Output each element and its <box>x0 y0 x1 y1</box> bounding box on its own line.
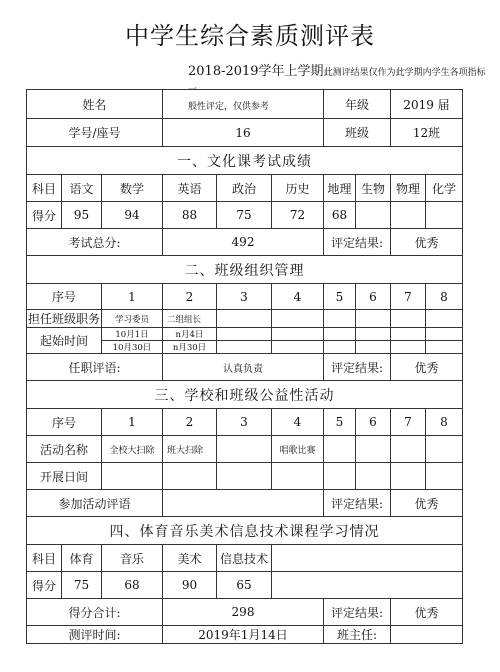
section4-subject-row <box>27 545 463 572</box>
subject-cell: 历史 <box>272 175 324 202</box>
activity-cell: 唱歌比赛 <box>272 436 324 463</box>
index-cell: 6 <box>356 284 391 310</box>
index-cell: 2 <box>163 409 217 436</box>
subject-cell: 生物 <box>356 175 391 202</box>
score-cell: 90 <box>163 572 217 599</box>
score-cell: 88 <box>163 202 217 229</box>
section1-score-row <box>27 202 463 229</box>
index-cell: 8 <box>426 409 463 436</box>
comment-value: 认真负责 <box>163 354 324 381</box>
section4-total-row <box>27 599 463 626</box>
section4-score-row <box>27 572 463 599</box>
test-date-label: 测评时间: <box>27 626 163 644</box>
duty-cell: 二组组长 <box>163 310 217 328</box>
index-cell: 3 <box>217 409 272 436</box>
class-value: 12班 <box>391 119 463 147</box>
total-value: 298 <box>163 599 324 626</box>
page-title: 中学生综合素质测评表 <box>125 22 375 50</box>
subject-cell: 体育 <box>62 545 102 572</box>
section3-date-row <box>27 463 463 490</box>
class-label: 班级 <box>324 119 391 147</box>
score-cell: 65 <box>217 572 272 599</box>
result-label: 评定结果: <box>324 490 391 517</box>
index-label: 序号 <box>27 284 102 310</box>
result-value: 优秀 <box>391 229 463 256</box>
score-cell <box>391 202 426 229</box>
section1-title: 一、文化课考试成绩 <box>27 147 463 175</box>
index-cell: 2 <box>163 284 217 310</box>
index-cell: 7 <box>391 284 426 310</box>
activity-cell <box>356 436 391 463</box>
score-cell: 68 <box>102 572 163 599</box>
index-label: 序号 <box>27 409 102 436</box>
start-date-cell: n月4日 <box>163 328 217 341</box>
section3-comment-row <box>27 490 463 517</box>
index-cell: 3 <box>217 284 272 310</box>
score-cell <box>426 202 463 229</box>
activity-cell <box>217 436 272 463</box>
score-cell: 68 <box>324 202 356 229</box>
subject-cell: 物理 <box>391 175 426 202</box>
section2-title: 二、班级组织管理 <box>27 256 463 284</box>
subject-cell: 音乐 <box>102 545 163 572</box>
index-cell: 6 <box>356 409 391 436</box>
score-cell: 94 <box>102 202 163 229</box>
section3-title: 三、学校和班级公益性活动 <box>27 381 463 409</box>
teacher-value <box>391 626 463 644</box>
name-label: 姓名 <box>27 90 163 119</box>
term-note-1: 此测评结果仅作为此学期内学生各项指标一 <box>188 68 486 95</box>
total-label: 考试总分: <box>27 229 163 256</box>
info-row-name <box>27 90 463 119</box>
start-date-cell: 10月1日 <box>102 328 163 341</box>
score-label: 得分 <box>27 572 62 599</box>
name-value <box>163 90 324 119</box>
subject-cell: 语文 <box>62 175 102 202</box>
index-cell: 5 <box>324 284 356 310</box>
result-label: 评定结果: <box>324 229 391 256</box>
score-cell <box>356 202 391 229</box>
result-value: 优秀 <box>391 490 463 517</box>
index-cell: 8 <box>426 284 463 310</box>
section4-title: 四、体育音乐美术信息技术课程学习情况 <box>27 517 463 545</box>
date-label: 开展日间 <box>27 463 102 490</box>
activity-cell: 班大扫除 <box>163 436 217 463</box>
term-label: 2018-2019学年上学期 <box>188 64 324 79</box>
activity-cell <box>426 436 463 463</box>
duty-cell: 学习委员 <box>102 310 163 328</box>
comment-label: 任职评语: <box>27 354 163 381</box>
activity-cell <box>391 436 426 463</box>
section3-activity-row <box>27 436 463 463</box>
subject-cell: 信息技术 <box>217 545 272 572</box>
grade-label: 年级 <box>324 90 391 119</box>
comment-label: 参加活动评语 <box>27 490 163 517</box>
subject-cell: 化学 <box>426 175 463 202</box>
section2-start-row <box>27 328 463 341</box>
section3-index-row <box>27 409 463 436</box>
score-label: 得分 <box>27 202 62 229</box>
section1-total-row <box>27 229 463 256</box>
grade-value: 2019 届 <box>391 90 463 119</box>
index-cell: 4 <box>272 409 324 436</box>
test-date-value: 2019年1月14日 <box>163 626 324 644</box>
section1-subject-row <box>27 175 463 202</box>
total-label: 得分合计: <box>27 599 163 626</box>
section2-index-row <box>27 284 463 310</box>
score-cell: 75 <box>217 202 272 229</box>
id-label: 学号/座号 <box>27 119 163 147</box>
info-row-id <box>27 119 463 147</box>
subject-cell: 政治 <box>217 175 272 202</box>
result-value: 优秀 <box>391 599 463 626</box>
teacher-label: 班主任: <box>324 626 391 644</box>
section2-duty-row <box>27 310 463 328</box>
time-label: 起始时间 <box>27 328 102 354</box>
end-date-cell: 10月30日 <box>102 341 163 354</box>
index-cell: 4 <box>272 284 324 310</box>
subject-cell: 美术 <box>163 545 217 572</box>
subject-cell: 数学 <box>102 175 163 202</box>
index-cell: 5 <box>324 409 356 436</box>
evaluation-table <box>26 89 463 644</box>
activity-cell <box>324 436 356 463</box>
result-label: 评定结果: <box>324 354 391 381</box>
term-note-2: 般性评定，仅供参考 <box>188 102 270 112</box>
duty-label: 担任班级职务 <box>27 310 102 328</box>
index-cell: 1 <box>102 409 163 436</box>
activity-label: 活动名称 <box>27 436 102 463</box>
total-value: 492 <box>163 229 324 256</box>
index-cell: 1 <box>102 284 163 310</box>
footer-row <box>27 626 463 644</box>
score-cell: 72 <box>272 202 324 229</box>
section2-comment-row <box>27 354 463 381</box>
subject-label: 科目 <box>27 545 62 572</box>
result-label: 评定结果: <box>324 599 391 626</box>
subject-cell: 英语 <box>163 175 217 202</box>
activity-cell: 全校大扫除 <box>102 436 163 463</box>
score-cell: 75 <box>62 572 102 599</box>
id-value: 16 <box>163 119 324 147</box>
end-date-cell: n月30日 <box>163 341 217 354</box>
result-value: 优秀 <box>391 354 463 381</box>
score-cell: 95 <box>62 202 102 229</box>
subject-label: 科目 <box>27 175 62 202</box>
subject-cell: 地理 <box>324 175 356 202</box>
index-cell: 7 <box>391 409 426 436</box>
